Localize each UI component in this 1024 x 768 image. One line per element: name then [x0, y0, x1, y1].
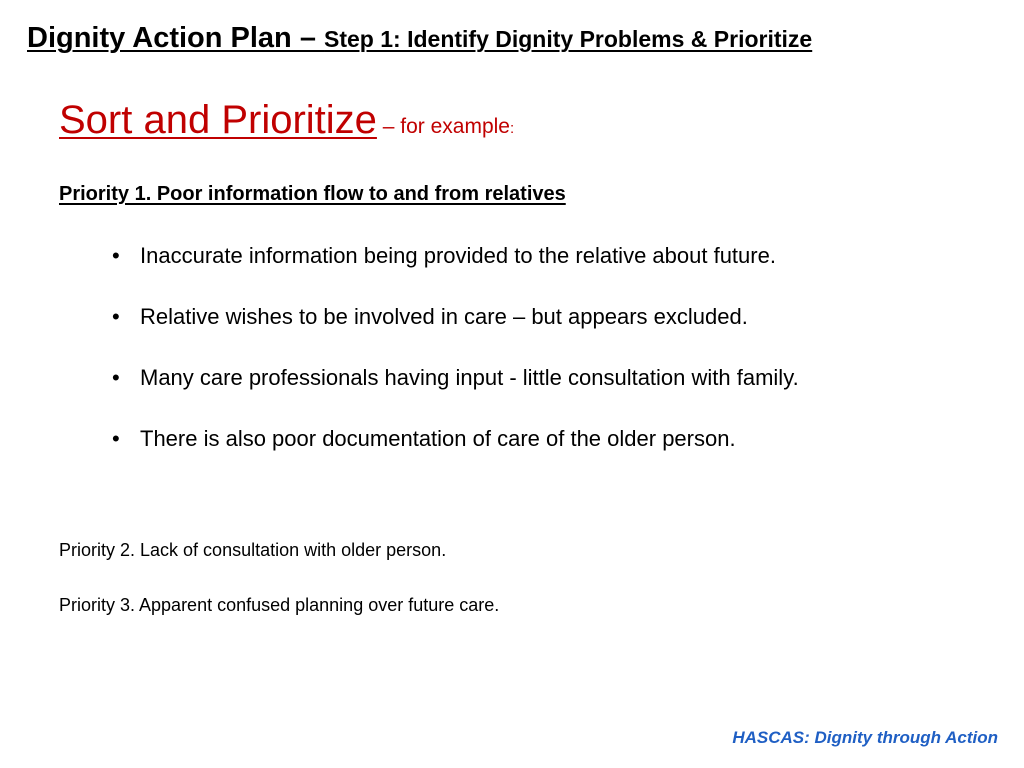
bullet-item	[112, 426, 799, 452]
bullet-text: Relative wishes to be involved in care – but appears excluded.	[140, 304, 748, 329]
section-heading-main: Sort and Prioritize	[59, 98, 377, 142]
bullet-icon: •	[112, 304, 120, 329]
priority-3-line: Priority 3. Apparent confused planning over future care.	[59, 595, 500, 615]
slide-title-sub: Step 1: Identify Dignity Problems & Prioritize	[324, 26, 813, 52]
bullet-text: Inaccurate information being provided to the relative about future.	[140, 243, 776, 268]
footer-tagline: HASCAS: Dignity through Action	[732, 728, 998, 747]
bullet-icon: •	[112, 426, 120, 451]
bullet-item	[112, 304, 799, 330]
priority-1-bullet-list	[112, 243, 799, 487]
bullet-text: Many care professionals having input - little consultation with family.	[140, 365, 799, 390]
priority-1-heading: Priority 1. Poor information flow to and from relatives	[59, 183, 566, 205]
bullet-item	[112, 365, 799, 391]
slide-title	[27, 24, 812, 53]
priority-2-line: Priority 2. Lack of consultation with older person.	[59, 540, 447, 560]
bullet-text: There is also poor documentation of care of the older person.	[140, 426, 736, 451]
section-heading-qualifier: – for example	[376, 115, 510, 138]
bullet-icon: •	[112, 365, 120, 390]
slide-title-main: Dignity Action Plan –	[27, 22, 325, 54]
bullet-icon: •	[112, 243, 120, 268]
bullet-item	[112, 243, 799, 269]
section-heading-colon: :	[510, 120, 515, 137]
section-heading	[59, 100, 514, 140]
